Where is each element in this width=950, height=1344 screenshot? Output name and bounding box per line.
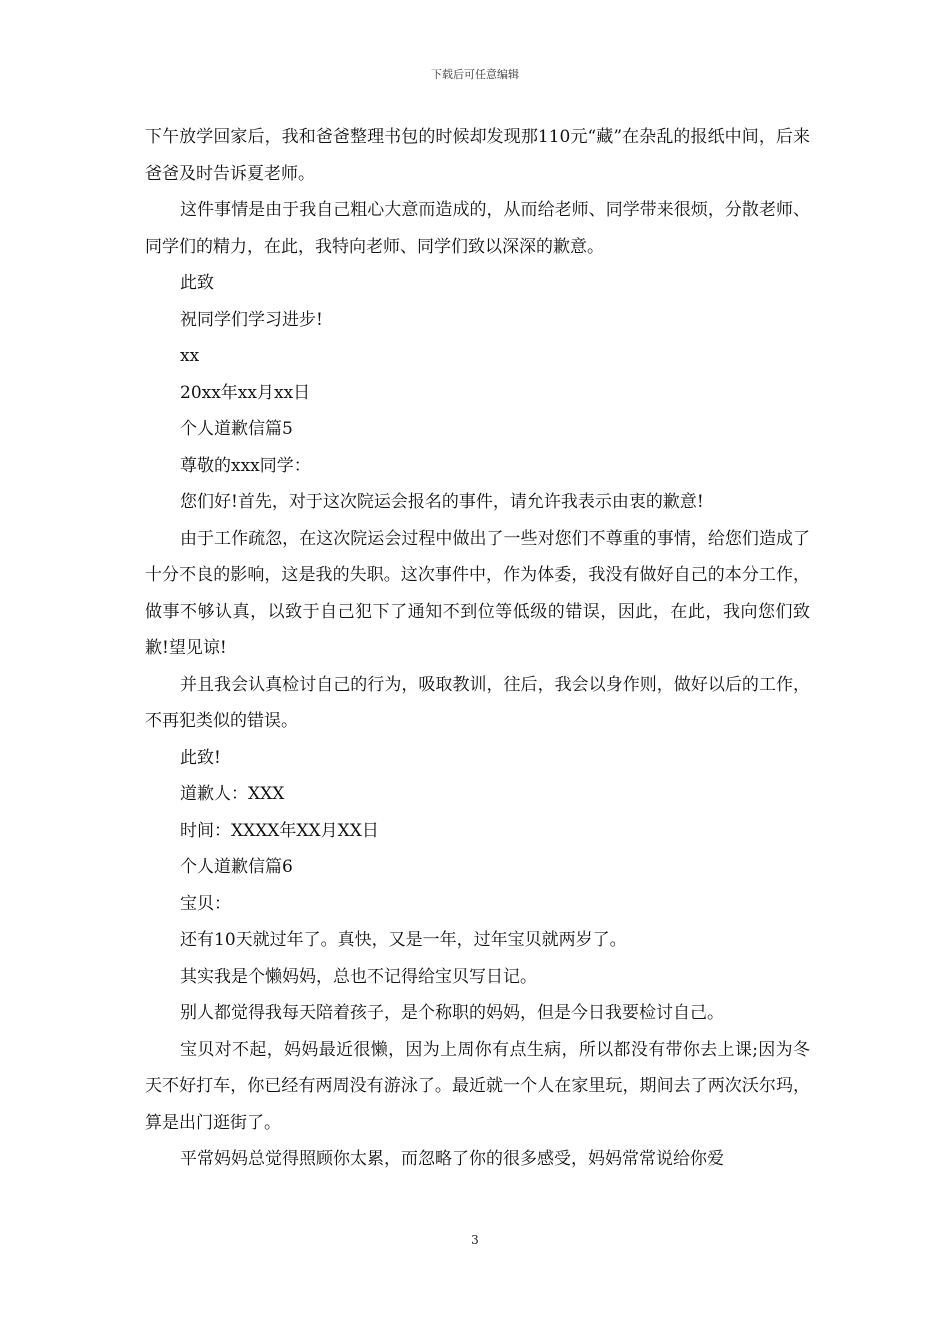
paragraph: 尊敬的xxx同学： bbox=[180, 455, 311, 476]
paragraph: 20xx年xx月xx日 bbox=[180, 382, 311, 403]
paragraph: 个人道歉信篇6 bbox=[180, 857, 293, 877]
paragraph: 平常妈妈总觉得照顾你太累，而忽略了你的很多感受，妈妈常常说给你爱 bbox=[180, 1149, 724, 1169]
paragraph: 并且我会认真检讨自己的行为，吸取教训，往后，我会以身作则，做好以后的工作，不再犯类似的错误。 bbox=[145, 674, 810, 731]
paragraph: 宝贝对不起，妈妈最近很懒，因为上周你有点生病，所以都没有带你去上课;因为冬天不好打车，你已经有两周没有游泳了。最近就一个人在家里玩，期间去了两次沃尔玛，算是出门逛街了。 bbox=[145, 1039, 810, 1133]
paragraph: 别人都觉得我每天陪着孩子，是个称职的妈妈，但是今日我要检讨自己。 bbox=[180, 1003, 724, 1023]
paragraph: 其实我是个懒妈妈，总也不记得给宝贝写日记。 bbox=[180, 966, 537, 987]
paragraph: 您们好!首先，对于这次院运会报名的事件，请允许我表示由衷的歉意! bbox=[180, 492, 704, 512]
paragraph: 宝贝： bbox=[180, 893, 231, 914]
paragraph: 祝同学们学习进步! bbox=[180, 309, 323, 330]
page-number: 3 bbox=[471, 1233, 479, 1247]
paragraph: 道歉人：XXX bbox=[180, 784, 285, 804]
paragraph: 这件事情是由于我自己粗心大意而造成的，从而给老师、同学带来很烦，分散老师、同学们的精力，在此，我特向老师、同学们致以深深的歉意。 bbox=[145, 200, 810, 257]
paragraph: 个人道歉信篇5 bbox=[180, 419, 293, 439]
paragraph: 由于工作疏忽，在这次院运会过程中做出了一些对您们不尊重的事情，给您们造成了十分不良的影响，这是我的失职。这次事件中，作为体委，我没有做好自己的本分工作，做事不够认真，以致于自己犯下了通知不到位等低级的错误，因此，在此，我向您们致歉!望见谅! bbox=[145, 528, 810, 658]
paragraph: 此致! bbox=[180, 747, 221, 768]
page-header: 下载后可任意编辑 bbox=[431, 68, 519, 81]
document-body bbox=[145, 119, 810, 1178]
paragraph: 下午放学回家后，我和爸爸整理书包的时候却发现那110元“藏”在杂乱的报纸中间，后来爸爸及时告诉夏老师。 bbox=[145, 127, 810, 184]
paragraph: xx bbox=[180, 346, 200, 366]
paragraph: 还有10天就过年了。真快，又是一年，过年宝贝就两岁了。 bbox=[180, 930, 627, 950]
paragraph: 此致 bbox=[180, 273, 214, 293]
paragraph: 时间：XXXX年XX月XX日 bbox=[180, 820, 379, 841]
